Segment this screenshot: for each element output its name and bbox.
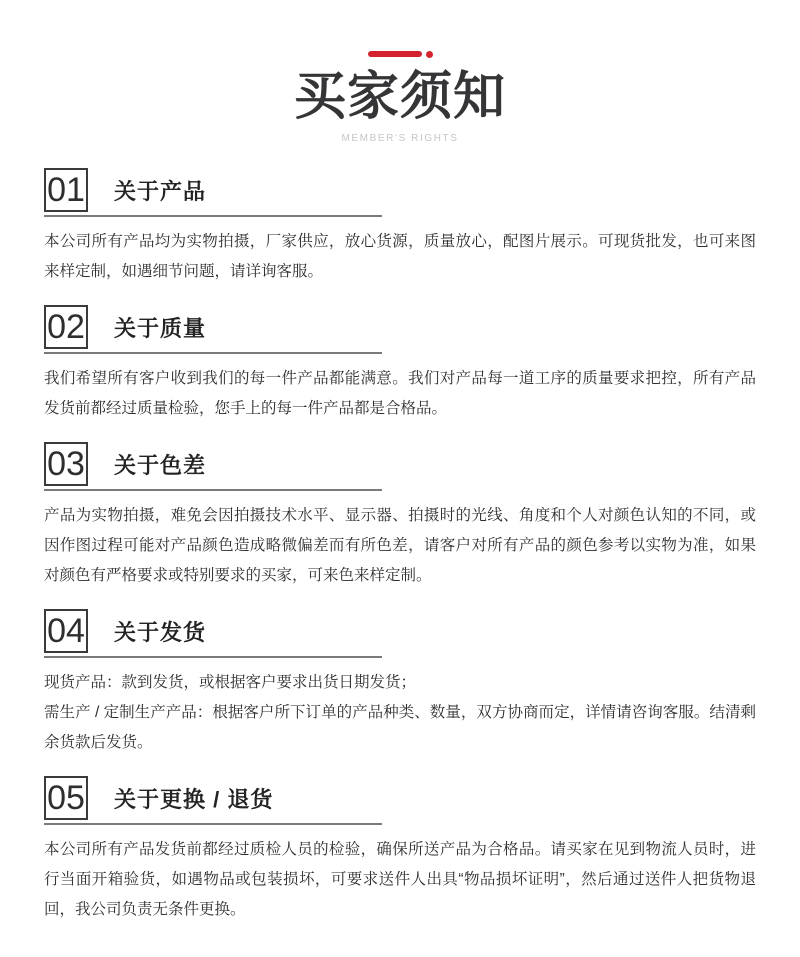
- section-number-badge: 01: [44, 168, 88, 212]
- section-about-shipping: [44, 609, 756, 758]
- section-header: [44, 609, 756, 653]
- section-divider-line: [44, 215, 382, 217]
- page-subtitle: MEMBER'S RIGHTS: [341, 133, 459, 145]
- section-title: 关于更换 / 退货: [114, 786, 274, 812]
- section-paragraph: 现货产品：款到发货，或根据客户要求出货日期发货；: [44, 674, 417, 692]
- section-number-badge: 04: [44, 609, 88, 653]
- accent-bar: [368, 51, 422, 57]
- section-paragraph: 我们希望所有客户收到我们的每一件产品都能满意。我们对产品每一道工序的质量要求把控，所有产品发货前都经过质量检验，您手上的每一件产品都是合格品。: [44, 370, 756, 418]
- section-about-product: [44, 168, 756, 287]
- section-header: [44, 776, 756, 820]
- section-title: 关于质量: [114, 315, 207, 341]
- section-title: 关于发货: [114, 619, 207, 645]
- section-number-badge: 03: [44, 442, 88, 486]
- section-paragraph: 本公司所有产品发货前都经过质检人员的检验，确保所送产品为合格品。请买家在见到物流人员时，进行当面开箱验货，如遇物品或包装损坏，可要求送件人出具“物品损坏证明”，然后通过送件人把货物退回，我公司负责无条件更换。: [44, 841, 756, 919]
- page-header: [0, 0, 800, 144]
- accent-dot-icon: [426, 51, 433, 58]
- section-paragraph: 需生产 / 定制生产产品：根据客户所下订单的产品种类、数量，双方协商而定，详情请咨询客服。结清剩余货款后发货。: [44, 704, 756, 752]
- section-paragraph: 本公司所有产品均为实物拍摄，厂家供应，放心货源，质量放心，配图片展示。可现货批发，也可来图来样定制，如遇细节问题，请详询客服。: [44, 233, 756, 281]
- section-body: [44, 835, 756, 925]
- section-body: [44, 227, 756, 287]
- section-title: 关于色差: [114, 452, 207, 478]
- section-title: 关于产品: [114, 178, 207, 204]
- section-paragraph: 产品为实物拍摄，难免会因拍摄技术水平、显示器、拍摄时的光线、角度和个人对颜色认知的不同，或因作图过程可能对产品颜色造成略微偏差而有所色差，请客户对所有产品的颜色参考以实物为准，如果对颜色有严格要求或特别要求的买家，可来色来样定制。: [44, 507, 756, 585]
- section-number-badge: 05: [44, 776, 88, 820]
- section-body: [44, 364, 756, 424]
- page-title: 买家须知: [293, 68, 506, 126]
- section-divider-line: [44, 823, 382, 825]
- section-about-quality: [44, 305, 756, 424]
- section-header: [44, 442, 756, 486]
- section-divider-line: [44, 352, 382, 354]
- accent-divider: [0, 50, 800, 58]
- section-body: [44, 668, 756, 758]
- section-about-color-difference: [44, 442, 756, 591]
- section-body: [44, 501, 756, 591]
- section-about-exchange-return: [44, 776, 756, 925]
- section-header: [44, 305, 756, 349]
- notice-content: [0, 168, 800, 955]
- section-header: [44, 168, 756, 212]
- section-divider-line: [44, 489, 382, 491]
- section-divider-line: [44, 656, 382, 658]
- section-number-badge: 02: [44, 305, 88, 349]
